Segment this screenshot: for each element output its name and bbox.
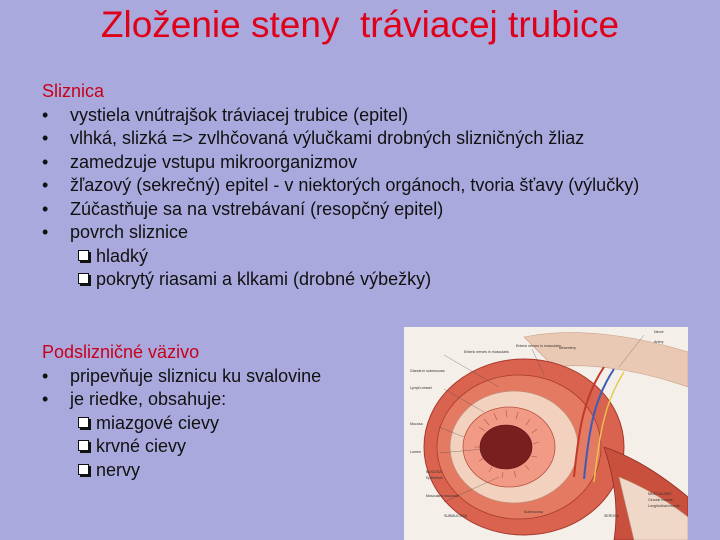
bullet-item — [42, 388, 402, 412]
sub-item-text: krvné cievy — [96, 436, 187, 456]
checkbox-bullet-icon — [78, 464, 89, 475]
podslizn-heading: Podslizničné väzivo — [42, 342, 200, 362]
illustration-label: Enteric nerves in muscularis — [464, 350, 509, 354]
sub-item — [78, 412, 402, 436]
illustration-label: Lymph vessel — [410, 386, 432, 390]
bullet-text: povrch sliznice — [70, 222, 189, 242]
bullet-text: vlhká, slizká => zvlhčovaná výlučkami drobných slizničných žliaz — [70, 128, 585, 148]
sliznica-sub-list — [42, 245, 702, 292]
podslizn-section — [42, 341, 402, 482]
illustration-label: Artery — [654, 340, 664, 344]
illustration-label: Lumen — [410, 450, 421, 454]
illustration-label: Nerve — [654, 330, 664, 334]
sub-item-text: nervy — [96, 459, 141, 480]
bullet-dot: • — [42, 365, 49, 386]
lumen — [480, 425, 532, 469]
sliznica-section — [42, 80, 702, 292]
illustration-label: Muscularis mucosae — [426, 494, 459, 498]
sliznica-heading: Sliznica — [42, 81, 105, 101]
sub-item — [78, 435, 402, 459]
bullet-text: žľazový (sekrečný) epitel - v niektorých orgánoch, tvoria šťavy (výlučky) — [70, 175, 640, 195]
bullet-dot: • — [42, 198, 49, 219]
bullet-item — [42, 151, 702, 175]
bullet-dot: • — [42, 222, 49, 242]
illustration-label: MUCOSA — [426, 470, 442, 474]
bullet-dot: • — [42, 389, 49, 409]
sliznica-bullet-list — [42, 104, 702, 245]
illustration-label: SEROSA — [604, 514, 619, 518]
bullet-dot: • — [42, 104, 49, 125]
sub-item-text: miazgové cievy — [96, 412, 220, 433]
illustration-label: Mucosa — [410, 422, 423, 426]
illustration-label: Submucosa — [524, 510, 543, 514]
illustration-label: Enteric nerves in muscularis — [516, 344, 561, 348]
bullet-item — [42, 104, 702, 128]
illustration-label: SUBMUCOSA — [444, 514, 468, 518]
illustration-label: Epithelium — [426, 476, 443, 480]
slide-title: Zloženie steny tráviacej trubice — [100, 4, 620, 45]
bullet-text: je riedke, obsahuje: — [70, 389, 227, 409]
checkbox-bullet-icon — [78, 440, 89, 451]
illustration-label: Longitudinal muscle — [648, 504, 680, 508]
checkbox-bullet-icon — [78, 417, 89, 428]
illustration-label: MUSCULARIS — [648, 492, 672, 496]
podslizn-bullet-list — [42, 365, 402, 412]
bullet-text: pripevňuje sliznicu ku svalovine — [70, 365, 322, 386]
digestive-tract-wall-illustration — [404, 327, 688, 540]
sub-item — [78, 459, 402, 483]
bullet-dot: • — [42, 128, 49, 148]
bullet-text: zamedzuje vstupu mikroorganizmov — [70, 151, 358, 172]
checkbox-bullet-icon — [78, 250, 89, 261]
sub-item-text: hladký — [96, 245, 149, 266]
bullet-text: Zúčastňuje sa na vstrebávaní (resopčný epitel) — [70, 198, 444, 219]
bullet-item — [42, 221, 702, 245]
sub-item-text: pokrytý riasami a klkami (drobné výbežky) — [96, 269, 432, 289]
checkbox-bullet-icon — [78, 273, 89, 284]
bullet-item — [42, 198, 702, 222]
tract-wall-diagram — [404, 327, 688, 540]
illustration-label: Glands in submucosa — [410, 369, 445, 373]
bullet-dot: • — [42, 151, 49, 172]
bullet-text: vystiela vnútrajšok tráviacej trubice (epitel) — [70, 104, 409, 125]
bullet-item — [42, 365, 402, 389]
sub-item — [78, 268, 702, 292]
illustration-label: Mesentery — [559, 346, 576, 350]
bullet-dot: • — [42, 175, 49, 195]
bullet-item — [42, 174, 702, 198]
illustration-label: Circular muscle — [648, 498, 673, 502]
bullet-item — [42, 127, 702, 151]
sub-item — [78, 245, 702, 269]
podslizn-sub-list — [42, 412, 402, 483]
